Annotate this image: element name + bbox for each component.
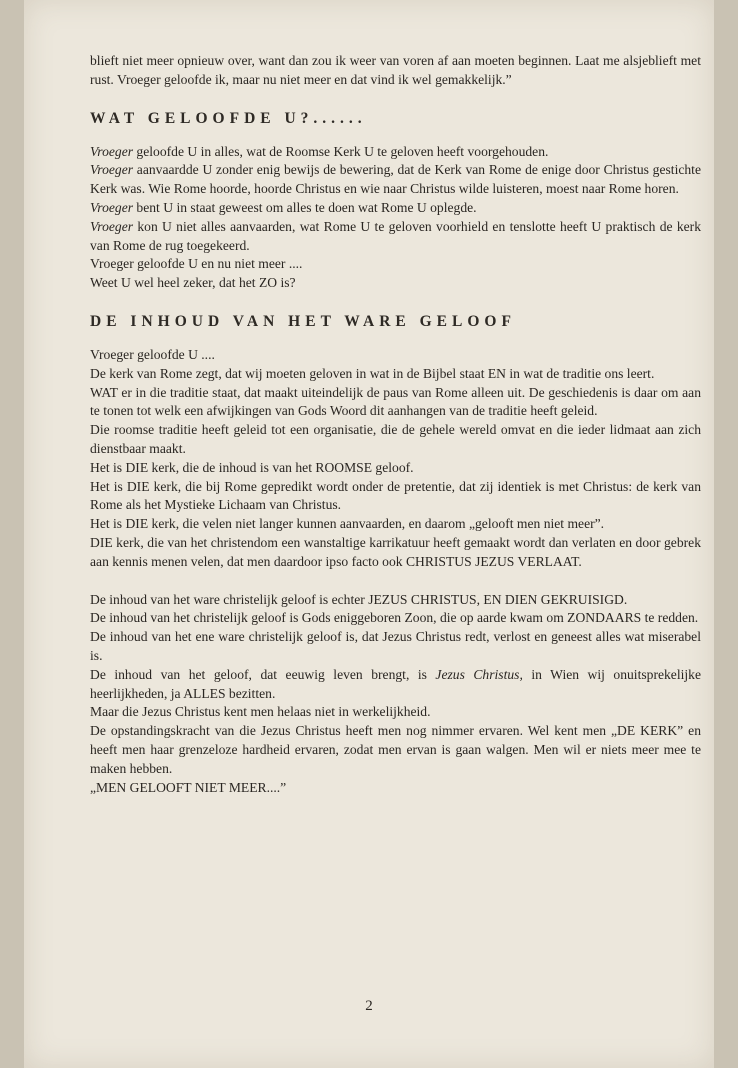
section-heading-inhoud-ware-geloof: DE INHOUD VAN HET WARE GELOOF	[90, 312, 516, 330]
document-page	[24, 0, 714, 1068]
paragraph: Het is DIE kerk, die de inhoud is van het ROOMSE geloof.	[90, 459, 414, 475]
paragraph: De inhoud van het geloof, dat eeuwig leven brengt, is Jezus Christus, in Wien wij onuitsprekelijke heerlijkheden, ja ALLES bezitten.	[90, 666, 701, 701]
paragraph: Maar die Jezus Christus kent men helaas niet in werkelijkheid.	[90, 704, 431, 720]
paragraph: WAT er in die traditie staat, dat maakt uiteindelijk de paus van Rome alleen uit. De geschiedenis is daar om aan te tonen tot welk een afwijkingen van Gods Woord dit aanhangen van de traditie heeft geleid.	[90, 384, 701, 419]
paragraph: Het is DIE kerk, die bij Rome gepredikt wordt onder de pretentie, dat zij identiek is met Christus: de kerk van Rome als het Mystieke Lichaam van Christus.	[90, 478, 701, 513]
paragraph: Vroeger geloofde U en nu niet meer ....	[90, 256, 303, 272]
paragraph: De inhoud van het ene ware christelijk geloof is, dat Jezus Christus redt, verlost en geneest alles wat miserabel is.	[90, 629, 701, 663]
page-text	[90, 52, 701, 797]
paragraph: Vroeger geloofde U ....	[90, 346, 215, 362]
paragraph: Weet U wel heel zeker, dat het ZO is?	[90, 275, 296, 291]
paragraph: Het is DIE kerk, die velen niet langer kunnen aanvaarden, en daarom „gelooft men niet meer”.	[90, 516, 605, 532]
paragraph: De opstandingskracht van die Jezus Christus heeft men nog nimmer ervaren. Wel kent men „DE KERK” en heeft men haar grenzeloze hardheid ervaren, zodat men ervan is gaan walgen. Men wil er niets meer mee te maken hebben.	[90, 723, 701, 776]
paragraph: Vroeger aanvaardde U zonder enig bewijs de bewering, dat de Kerk van Rome de enige door Christus gestichte Kerk was. Wie Rome hoorde, hoorde Christus en wie naar Christus wilde luisteren, moest naar Rome horen.	[90, 162, 701, 197]
closing-line: „MEN GELOOFT NIET MEER....”	[90, 779, 287, 795]
paragraph: Die roomse traditie heeft geleid tot een organisatie, die de gehele wereld omvat en die ieder lidmaat aan zich dienstbaar maakt.	[90, 422, 701, 456]
paragraph: De inhoud van het ware christelijk geloof is echter JEZUS CHRISTUS, EN DIEN GEKRUISIGD.	[90, 591, 628, 607]
top-paragraph: blieft niet meer opnieuw over, want dan zou ik weer van voren af aan moeten beginnen. Laat me alsjeblieft met rust. Vroeger geloofde ik, maar nu niet meer en dat vind ik wel gemakkelijk.”	[90, 53, 701, 87]
section-heading-wat-geloofde-u: WAT GELOOFDE U?......	[90, 109, 367, 127]
paragraph: Vroeger bent U in staat geweest om alles te doen wat Rome U oplegde.	[90, 199, 477, 215]
paragraph: Vroeger kon U niet alles aanvaarden, wat Rome U te geloven voorhield en tenslotte heeft U praktisch de kerk van Rome de rug toegekeerd.	[90, 218, 701, 253]
paragraph: De inhoud van het christelijk geloof is Gods eniggeboren Zoon, die op aarde kwam om ZONDAARS te redden.	[90, 610, 699, 626]
page-number: 2	[365, 998, 373, 1014]
paragraph: DIE kerk, die van het christendom een wanstaltige karrikatuur heeft gemaakt wordt dan verlaten en door gebrek aan kennis menen velen, dat men daardoor ipso facto ook CHRISTUS JEZUS VERLAAT.	[90, 534, 701, 569]
paragraph: De kerk van Rome zegt, dat wij moeten geloven in wat in de Bijbel staat EN in wat de traditie ons leert.	[90, 365, 655, 381]
paragraph: Vroeger geloofde U in alles, wat de Roomse Kerk U te geloven heeft voorgehouden.	[90, 143, 549, 159]
